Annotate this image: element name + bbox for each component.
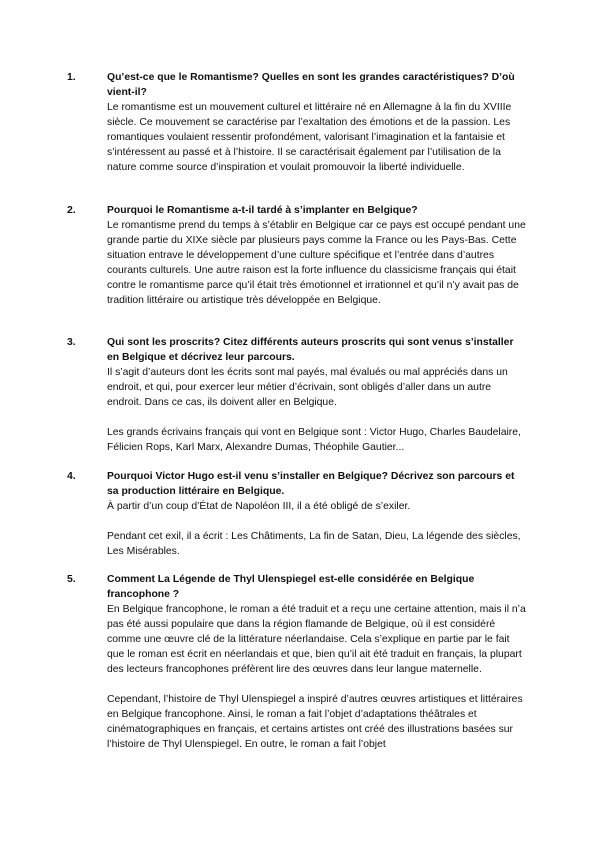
question-heading: Comment La Légende de Thyl Ulenspiegel est-elle considérée en Belgique francophone ? — [107, 574, 475, 600]
answer-paragraph: Cependant, l’histoire de Thyl Ulenspiegel a inspiré d’autres œuvres artistiques et littéraires en Belgique francophone. Ainsi, le roman a fait l’objet d’adaptations théâtrales et cinématographiques en français, et certains artistes ont créé des illustrations basées sur l’histoire de Thyl Ulenspiegel. En outre, le roman a fait l’objet — [107, 694, 523, 750]
answer-paragraph: Pendant cet exil, il a écrit : Les Châtiments, La fin de Satan, Dieu, La légende des siècles, Les Misérables. — [107, 531, 521, 557]
question-item-1 — [67, 70, 528, 175]
question-number: 4. — [67, 471, 76, 482]
question-number: 5. — [67, 574, 76, 585]
answer-paragraph: Il s’agit d’auteurs dont les écrits sont mal payés, mal évalués ou mal appréciés dans un endroit, et qui, pour exercer leur métier d’écrivain, sont obligés d’aller dans un autre endroit. Dans ce cas, ils doivent aller en Belgique. — [107, 367, 508, 408]
answer-paragraph: Les grands écrivains français qui vont en Belgique sont : Victor Hugo, Charles Baudelaire, Félicien Rops, Karl Marx, Alexandre Dumas, Théophile Gautier... — [107, 427, 521, 453]
question-item-2 — [67, 203, 528, 308]
question-item-4 — [67, 469, 528, 559]
answer-paragraph: Le romantisme est un mouvement culturel et littéraire né en Allemagne à la fin du XVIIIe siècle. Ce mouvement se caractérise par l’exaltation des émotions et de la passion. Les romantiques voulaient ressentir profondément, valorisant l’imagination et la fantaisie et s’intéressent au passé et à l’histoire. Il se caractérisait également par l’utilisation de la nature comme source d’inspiration et voulait promouvoir la liberté individuelle. — [107, 102, 512, 173]
question-heading: Pourquoi le Romantisme a-t-il tardé à s’implanter en Belgique? — [107, 205, 418, 216]
question-heading: Qui sont les proscrits? Citez différents auteurs proscrits qui sont venus s’installer en Belgique et décrivez leur parcours. — [107, 337, 514, 363]
question-heading: Qu’est-ce que le Romantisme? Quelles en sont les grandes caractéristiques? D’où vient-il? — [107, 72, 515, 98]
question-number: 3. — [67, 337, 76, 348]
question-item-5 — [67, 572, 528, 752]
answer-paragraph: Le romantisme prend du temps à s’établir en Belgique car ce pays est occupé pendant une grande partie du XIXe siècle par plusieurs pays comme la France ou les Pays-Bas. Cette situation entrave le développement d’une culture spécifique et l’entrée dans d’autres courants culturels. Une autre raison est la forte influence du classicisme français qui était contre le romantisme parce qu’il était très émotionnel et irrationnel et qu’il n’y avait pas de tradition littéraire ou artistique très développée en Belgique. — [107, 220, 526, 306]
question-item-3 — [67, 335, 528, 455]
question-number: 2. — [67, 205, 76, 216]
answer-paragraph: À partir d’un coup d’État de Napoléon III, il a été obligé de s’exiler. — [107, 501, 411, 512]
answer-paragraph: En Belgique francophone, le roman a été traduit et a reçu une certaine attention, mais il n’a pas été aussi populaire que dans la région flamande de Belgique, où il est considéré comme une œuvre clé de la littérature néerlandaise. Cela s’explique en partie par le fait que le roman est écrit en néerlandais et que, bien qu’il ait été traduit en français, la plupart des lecteurs francophones préfèrent lire des œuvres dans leur langue maternelle. — [107, 604, 526, 675]
question-number: 1. — [67, 72, 76, 83]
question-heading: Pourquoi Victor Hugo est-il venu s’installer en Belgique? Décrivez son parcours et sa production littéraire en Belgique. — [107, 471, 515, 497]
